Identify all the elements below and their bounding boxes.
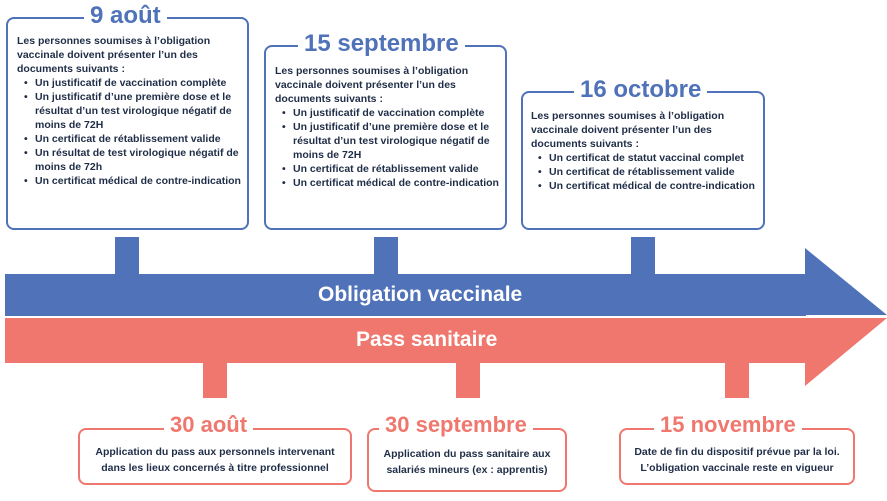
connector-nov15 bbox=[725, 362, 749, 398]
event-content-sep15 bbox=[275, 64, 503, 190]
event-intro: Les personnes soumises à l’obligation vaccinale doivent présenter l’un des documents suivants : bbox=[275, 65, 469, 105]
list-item: • Un certificat de rétablissement valide bbox=[35, 132, 245, 146]
pass-text-sep30 bbox=[369, 446, 565, 478]
list-item: • Un certificat médical de contre-indication bbox=[293, 176, 503, 190]
connector-oct16 bbox=[631, 237, 655, 275]
list-item: • Un justificatif d’une première dose et le résultat d’un test virologique négatif de moins de 72H bbox=[35, 90, 245, 132]
connector-sep15 bbox=[374, 237, 398, 275]
event-date-aug9: 9 août bbox=[84, 4, 167, 28]
pass-date-nov15: 15 novembre bbox=[654, 414, 802, 436]
text-line: Application du pass sanitaire aux bbox=[383, 448, 551, 460]
event-date-sep15: 15 septembre bbox=[298, 32, 465, 56]
event-content-aug9 bbox=[17, 34, 245, 188]
text-line: L’obligation vaccinale reste en vigueur bbox=[640, 462, 834, 474]
document-list bbox=[275, 106, 503, 190]
list-item: • Un résultat de test virologique négatif de moins de 72h bbox=[35, 146, 245, 174]
pass-text-nov15 bbox=[621, 444, 853, 476]
obligation-band-label: Obligation vaccinale bbox=[318, 283, 523, 306]
pass-date-sep30: 30 septembre bbox=[379, 414, 533, 436]
list-item: • Un justificatif de vaccination complète bbox=[35, 76, 245, 90]
pass-text-aug30 bbox=[80, 444, 350, 476]
list-item: • Un certificat médical de contre-indication bbox=[35, 174, 245, 188]
list-item: • Un justificatif d’une première dose et le résultat d’un test virologique négatif de moins de 72H bbox=[293, 120, 503, 162]
event-date-oct16: 16 octobre bbox=[574, 78, 707, 102]
text-line: salariés mineurs (ex : apprentis) bbox=[386, 464, 548, 476]
text-line: dans les lieux concernés à titre professionnel bbox=[101, 462, 329, 474]
pass-band-label: Pass sanitaire bbox=[356, 328, 498, 351]
pass-date-aug30: 30 août bbox=[164, 414, 253, 436]
connector-aug9 bbox=[115, 237, 139, 275]
event-intro: Les personnes soumises à l’obligation vaccinale doivent présenter l’un des documents suivants : bbox=[17, 35, 211, 75]
list-item: • Un certificat de rétablissement valide bbox=[293, 162, 503, 176]
list-item: • Un certificat de rétablissement valide bbox=[549, 165, 761, 179]
list-item: • Un justificatif de vaccination complète bbox=[293, 106, 503, 120]
document-list bbox=[531, 151, 761, 193]
text-line: Date de fin du dispositif prévue par la loi. bbox=[634, 446, 840, 458]
list-item: • Un certificat de statut vaccinal complet bbox=[549, 151, 761, 165]
event-content-oct16 bbox=[531, 109, 761, 193]
connector-sep30 bbox=[456, 362, 480, 398]
list-item: • Un certificat médical de contre-indication bbox=[549, 179, 761, 193]
text-line: Application du pass aux personnels intervenant bbox=[95, 446, 335, 458]
connector-aug30 bbox=[203, 362, 227, 398]
document-list bbox=[17, 76, 245, 188]
event-intro: Les personnes soumises à l’obligation vaccinale doivent présenter l’un des documents suivants : bbox=[531, 110, 725, 150]
